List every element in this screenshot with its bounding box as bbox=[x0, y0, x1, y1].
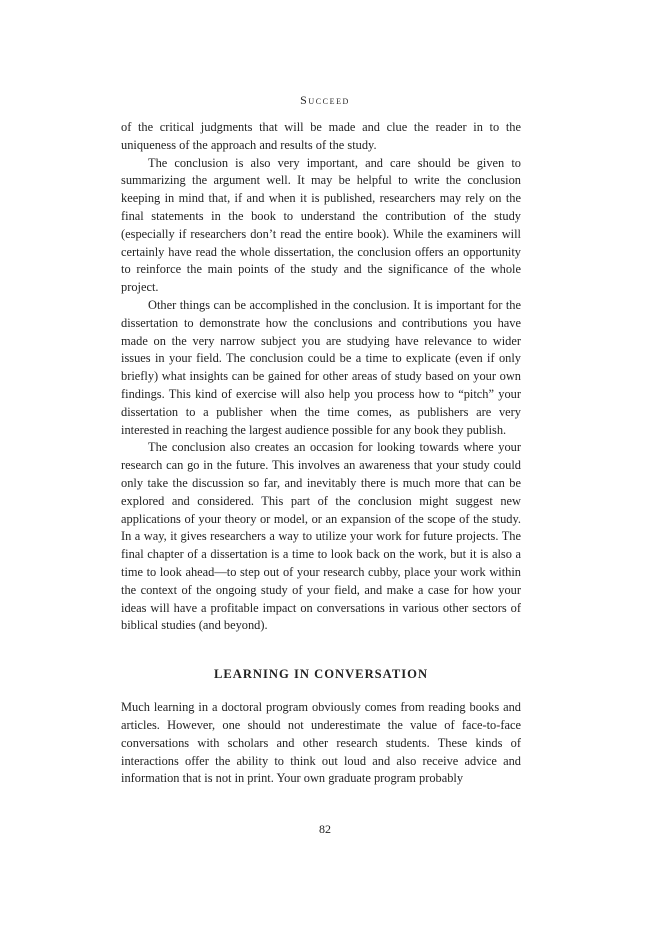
paragraph-conclusion-importance: The conclusion is also very important, and care should be given to summarizing the argument well. It may be helpful to write the conclusion keeping in mind that, if and when it is published, researchers may rely on the final statements in the book to understand the contribution of the study (especially if researchers don’t read the entire book). While the examiners will certainly have read the whole dissertation, the conclusion offers an opportunity to reinforce the main points of the study and the significance of the whole project. bbox=[121, 155, 521, 295]
running-head: Succeed bbox=[300, 93, 350, 107]
body-text bbox=[121, 119, 521, 788]
section-heading: LEARNING IN CONVERSATION bbox=[213, 667, 429, 682]
paragraph-conclusion-accomplishments: Other things can be accomplished in the conclusion. It is important for the dissertation to demonstrate how the conclusions and contributions you have made on the very narrow subject you are studying have relevance to wider issues in your field. The conclusion could be a time to explicate (even if only briefly) what insights can be gained for other areas of study based on your own findings. This kind of exercise will also help you process how to “pitch” your dissertation to a publisher when the time comes, as publishers are very interested in reaching the largest audience possible for any book they publish. bbox=[121, 297, 521, 437]
paragraph-conclusion-future: The conclusion also creates an occasion for looking towards where your research can go in the future. This involves an awareness that your study could only take the discussion so far, and inevitably there is much more that can be explored and considered. This part of the conclusion might suggest new applications of your theory or model, or an expansion of the scope of the study. In a way, it gives researchers a way to utilize your work for future projects. The final chapter of a dissertation is a time to look back on the work, but it is also a time to look ahead—to step out of your research cubby, place your work within the context of the ongoing study of your field, and make a case for how your ideas will have a profitable impact on conversations in various other sectors of biblical studies (and beyond). bbox=[121, 440, 521, 633]
paragraph-continued: of the critical judgments that will be made and clue the reader in to the uniqueness of the approach and results of the study. bbox=[121, 120, 521, 152]
page-number: 82 bbox=[319, 822, 331, 836]
paragraph-learning-in-conversation: Much learning in a doctoral program obviously comes from reading books and articles. However, one should not underestimate the value of face-to-face conversations with scholars and other research students. These kinds of interactions offer the ability to think out loud and also receive advice and information that is not in print. Your own graduate program probably bbox=[121, 700, 521, 786]
